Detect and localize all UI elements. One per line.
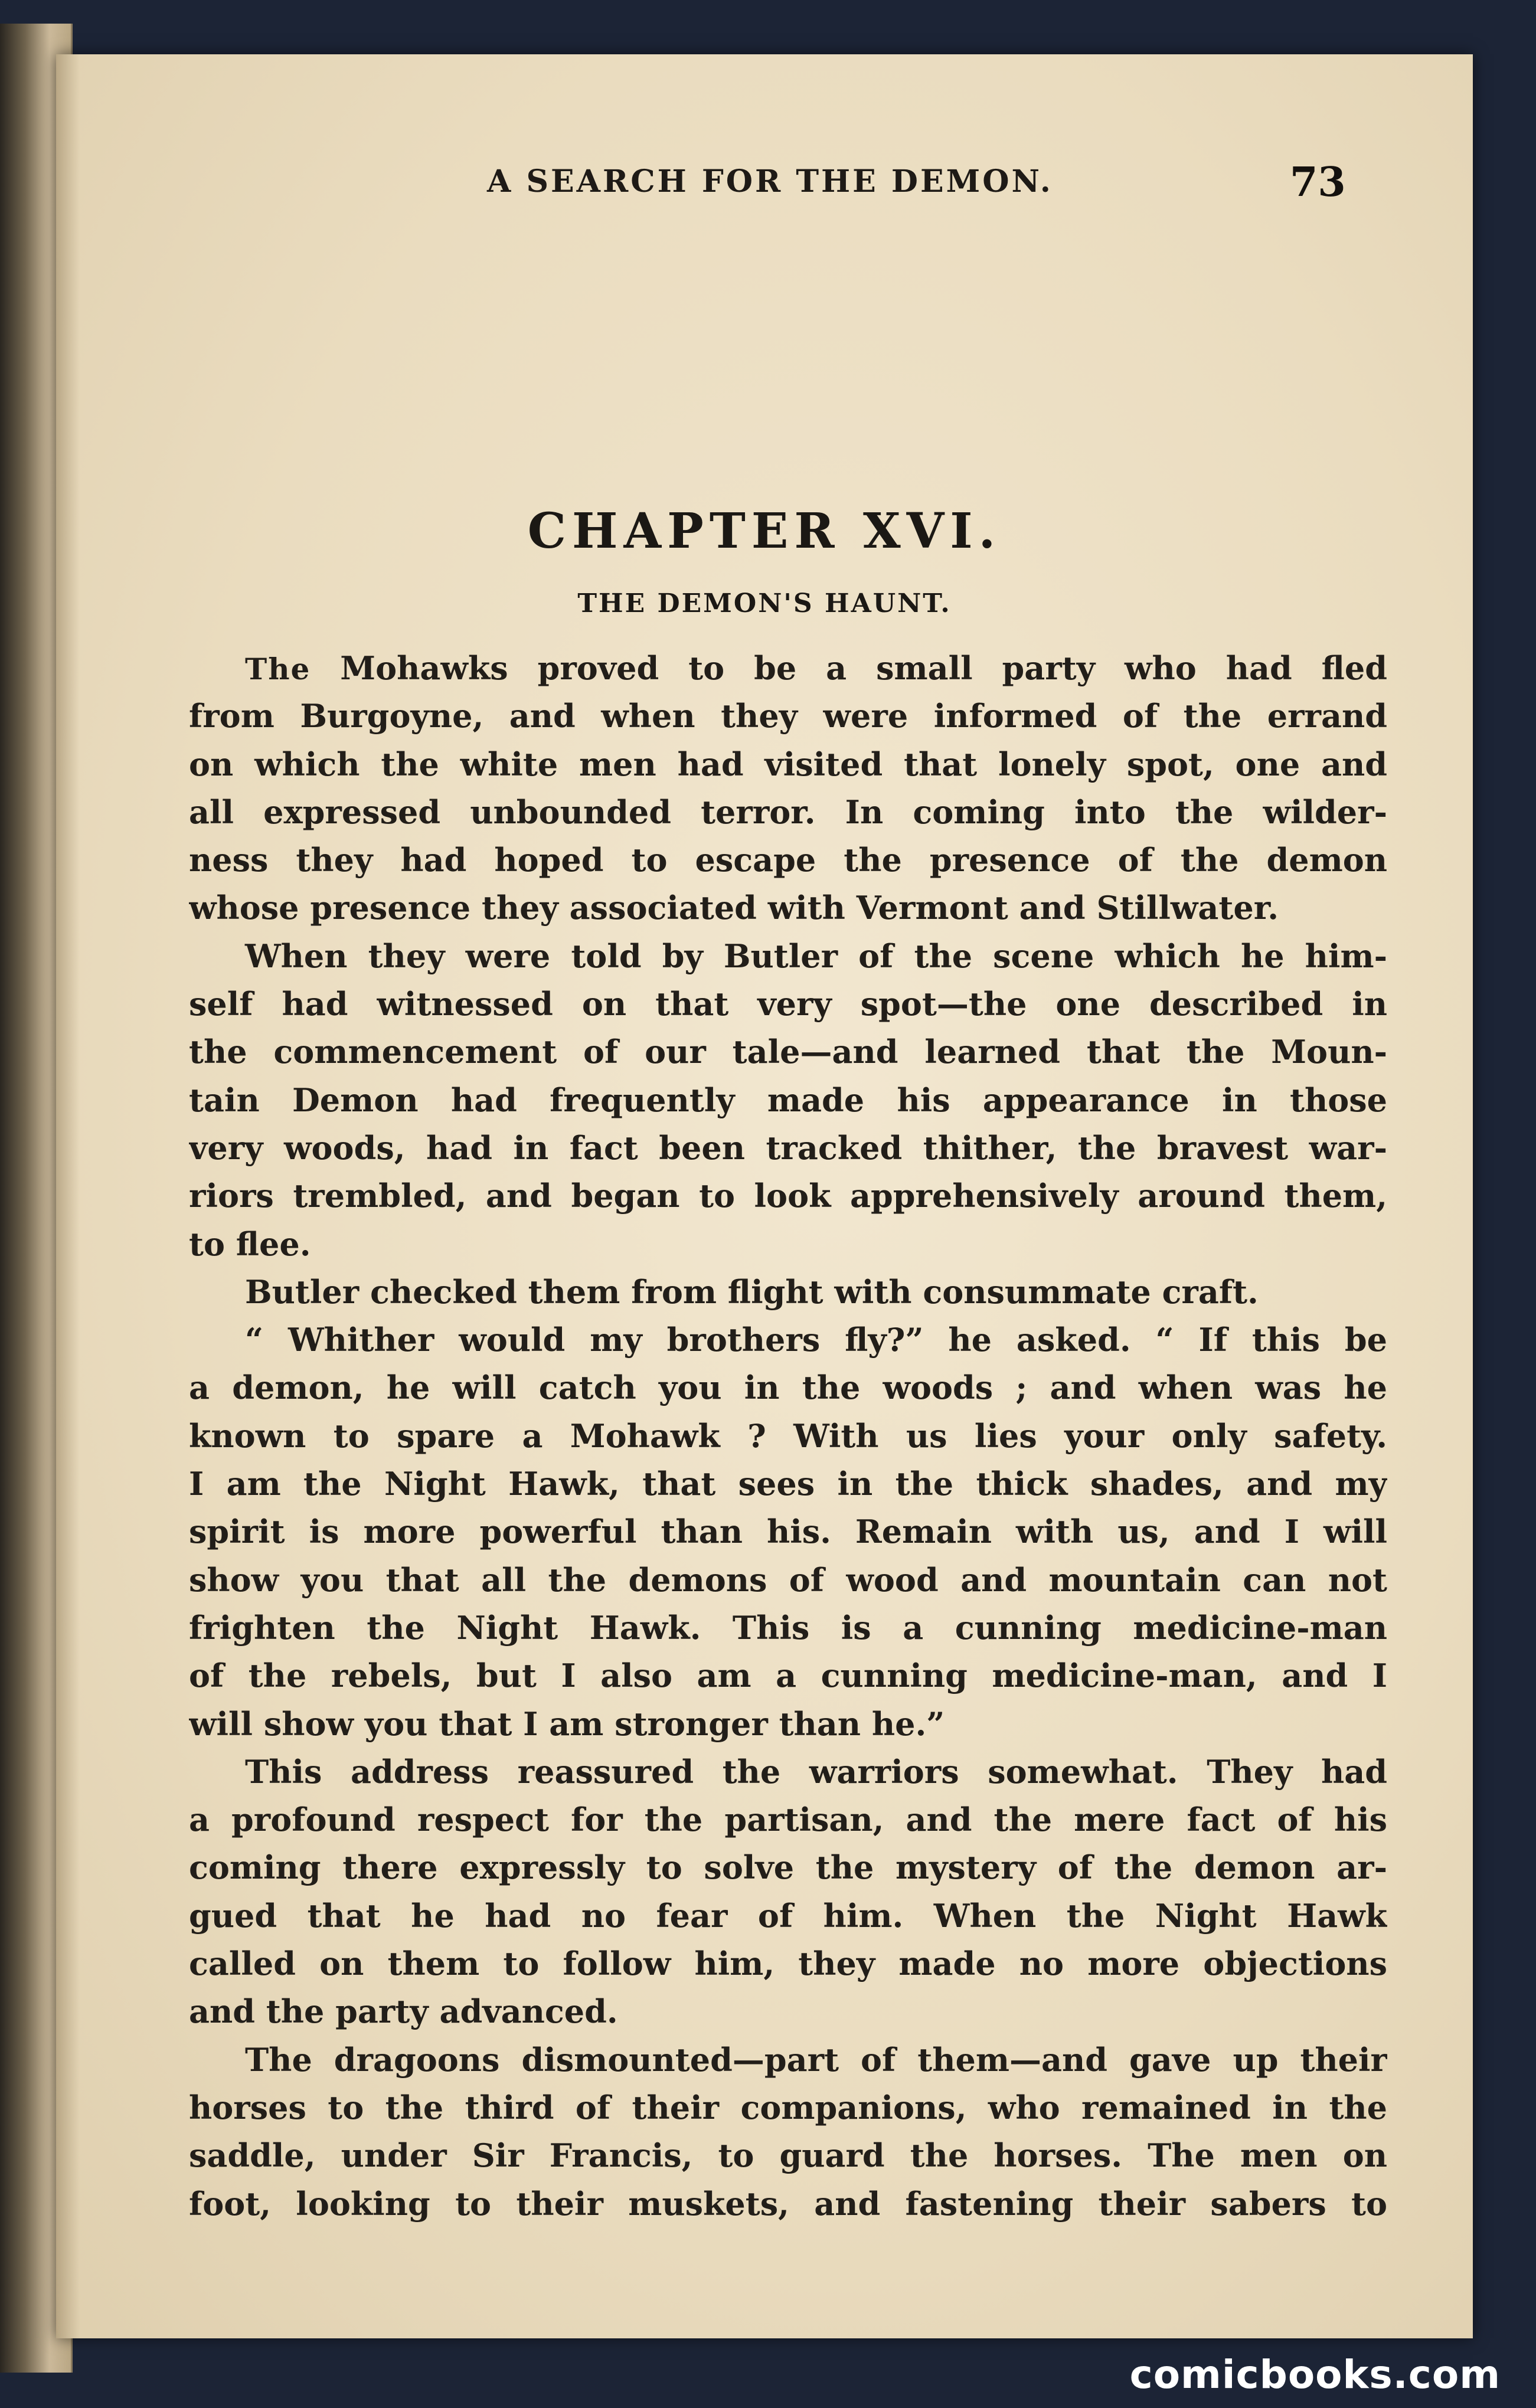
body-text [189, 644, 1387, 2228]
lead-word: The [245, 652, 311, 686]
text-line: self had witnessed on that very spot—the one described in [189, 985, 1387, 1023]
text-line: riors trembled, and began to look apprehensively around them, [189, 1177, 1387, 1215]
running-head-title: A SEARCH FOR THE DEMON. [487, 163, 1053, 199]
text-line: called on them to follow him, they made no more objections [189, 1945, 1387, 1983]
text-line-content: Mohawks proved to be a small party who had fled [311, 649, 1387, 687]
watermark: comicbooks.com [1129, 2352, 1501, 2397]
book-page [56, 54, 1473, 2338]
text-line: horses to the third of their companions, who remained in the [189, 2088, 1387, 2126]
text-line: very woods, had in fact been tracked thither, the bravest war- [189, 1128, 1387, 1167]
running-head [56, 159, 1473, 217]
text-line: from Burgoyne, and when they were informed of the errand [189, 697, 1387, 735]
text-line: the commencement of our tale—and learned that the Moun- [189, 1033, 1387, 1071]
text-line: This address reassured the warriors somewhat. They had [245, 1752, 1387, 1791]
text-line: to flee. [189, 1225, 311, 1263]
page-number: 73 [1290, 159, 1346, 206]
chapter-heading: CHAPTER XVI. [527, 503, 1002, 560]
text-line: a profound respect for the partisan, and the mere fact of his [189, 1801, 1387, 1839]
text-line: a demon, he will catch you in the woods ; and when was he [189, 1369, 1387, 1407]
text-line: known to spare a Mohawk ? With us lies your only safety. [189, 1416, 1387, 1455]
text-line: The dragoons dismounted—part of them—and gave up their [245, 2040, 1387, 2079]
chapter-subtitle: THE DEMON'S HAUNT. [577, 588, 952, 619]
text-line: coming there expressly to solve the mystery of the demon ar- [189, 1848, 1387, 1887]
text-line [189, 644, 1387, 692]
text-line: spirit is more powerful than his. Remain with us, and I will [189, 1513, 1387, 1551]
text-line: all expressed unbounded terror. In coming into the wilder- [189, 793, 1387, 831]
text-line: I am the Night Hawk, that sees in the thick shades, and my [189, 1465, 1387, 1503]
text-line: gued that he had no fear of him. When the Night Hawk [189, 1896, 1387, 1935]
text-line: Butler checked them from flight with consummate craft. [245, 1272, 1259, 1311]
text-line: show you that all the demons of wood and mountain can not [189, 1560, 1387, 1599]
text-line: saddle, under Sir Francis, to guard the horses. The men on [189, 2137, 1387, 2175]
text-line: foot, looking to their muskets, and fastening their sabers to [189, 2184, 1387, 2223]
text-line: and the party advanced. [189, 1993, 618, 2031]
text-line: whose presence they associated with Vermont and Stillwater. [189, 889, 1279, 927]
text-line: frighten the Night Hawk. This is a cunning medicine-man [189, 1608, 1387, 1647]
text-line: ness they had hoped to escape the presence of the demon [189, 841, 1387, 879]
text-line: of the rebels, but I also am a cunning medicine-man, and I [189, 1657, 1387, 1695]
text-line: “ Whither would my brothers fly?” he asked. “ If this be [245, 1321, 1387, 1359]
text-line: When they were told by Butler of the scene which he him- [245, 937, 1387, 975]
text-line: on which the white men had visited that lonely spot, one and [189, 745, 1387, 783]
text-line: tain Demon had frequently made his appearance in those [189, 1081, 1387, 1119]
text-line: will show you that I am stronger than he.” [189, 1704, 945, 1743]
